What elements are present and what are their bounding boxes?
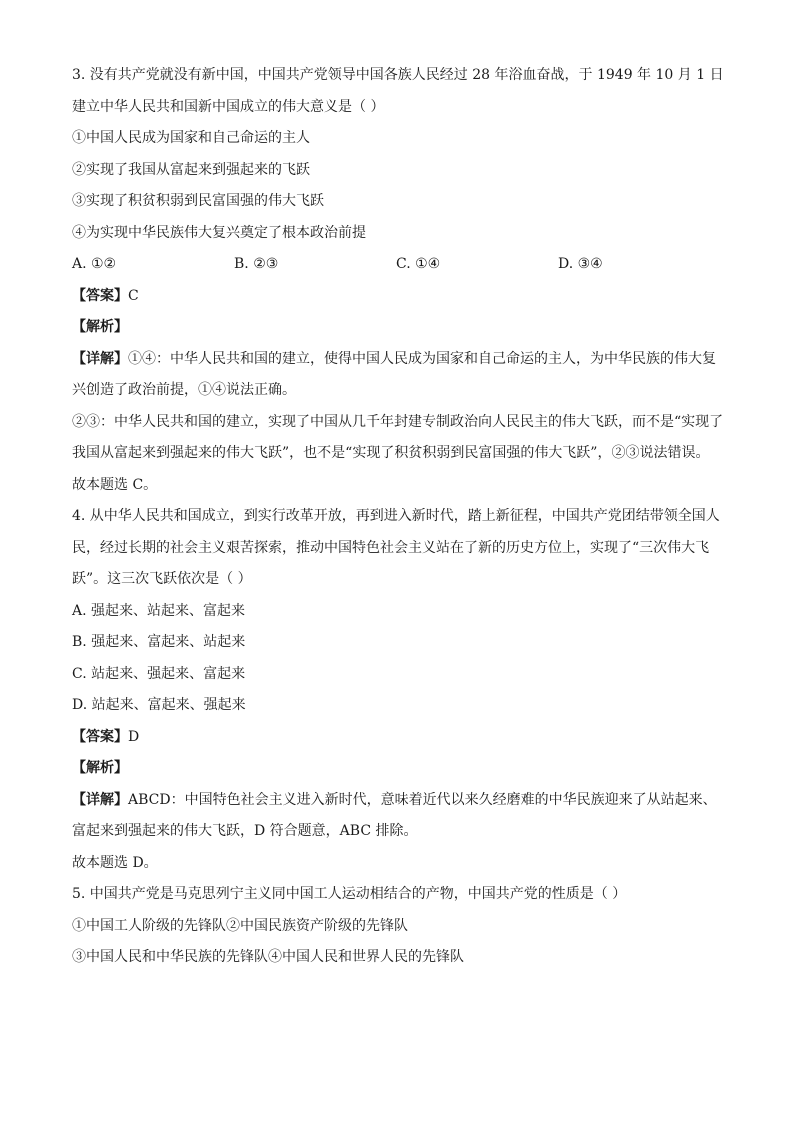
question-3-stem: 3. 没有共产党就没有新中国，中国共产党领导中国各族人民经过 28 年浴血奋战，于 1949 年 10 月 1 日建立中华人民共和国新中国成立的伟大意义是（ ） — [72, 67, 724, 115]
question-4-option-c: C. 站起来、强起来、富起来 — [72, 665, 246, 682]
question-3-detail-2: ②③：中华人民共和国的建立，实现了中国从几千年封建专制政治向人民民主的伟大飞跃，而不是“实现了我国从富起来到强起来的伟大飞跃”，也不是“实现了积贫积弱到民富国强的伟大飞跃”，②③说法错误。 — [72, 413, 724, 461]
question-4-option-a: A. 强起来、站起来、富起来 — [72, 602, 246, 619]
question-3-option-c: C. ①④ — [396, 256, 441, 272]
question-5-stem: 5. 中国共产党是马克思列宁主义同中国工人运动相结合的产物，中国共产党的性质是（ ） — [72, 886, 627, 902]
answer-value: D — [128, 728, 140, 745]
question-4-option-d: D. 站起来、富起来、强起来 — [72, 697, 246, 713]
question-3-item-2: ②实现了我国从富起来到强起来的飞跃 — [72, 161, 310, 178]
question-4 — [72, 501, 728, 879]
question-3-option-d: D. ③④ — [558, 256, 603, 272]
answer-label: 【答案】 — [72, 287, 128, 304]
answer-value: C — [128, 287, 139, 304]
question-3-analysis-label: 【解析】 — [72, 319, 128, 335]
question-4-analysis-label: 【解析】 — [72, 760, 128, 776]
question-3-detail-1 — [72, 344, 728, 407]
question-3 — [72, 60, 728, 501]
question-4-detail — [72, 785, 728, 848]
question-3-item-1: ①中国人民成为国家和自己命运的主人 — [72, 130, 310, 146]
question-5-items-line-2: ③中国人民和中华民族的先锋队④中国人民和世界人民的先锋队 — [72, 949, 464, 965]
question-4-conclusion: 故本题选 D。 — [72, 854, 158, 871]
question-4-stem: 4. 从中华人民共和国成立，到实行改革开放，再到进入新时代，踏上新征程，中国共产党团结带领全国人民，经过长期的社会主义艰苦探索，推动中国特色社会主义站在了新的历史方位上，实现了“三次伟大飞跃”。这三次飞跃依次是（ ） — [72, 508, 720, 587]
answer-label: 【答案】 — [72, 728, 128, 745]
question-5-items-line-1: ①中国工人阶级的先锋队②中国民族资产阶级的先锋队 — [72, 917, 408, 934]
question-3-option-a: A. ①② — [72, 256, 117, 272]
question-3-option-b: B. ②③ — [234, 256, 279, 272]
question-3-conclusion: 故本题选 C。 — [72, 476, 158, 493]
question-3-answer — [72, 281, 728, 313]
detail-text: ABCD：中国特色社会主义进入新时代，意味着近代以来久经磨难的中华民族迎来了从站起来、富起来到强起来的伟大飞跃，D 符合题意，ABC 排除。 — [72, 791, 717, 839]
question-4-option-b: B. 强起来、富起来、站起来 — [72, 634, 246, 650]
detail-label: 【详解】 — [72, 350, 128, 367]
question-3-item-3: ③实现了积贫积弱到民富国强的伟大飞跃 — [72, 193, 324, 209]
document-page — [72, 60, 728, 974]
question-3-item-4: ④为实现中华民族伟大复兴奠定了根本政治前提 — [72, 224, 366, 241]
detail-label: 【详解】 — [72, 791, 128, 808]
question-4-answer — [72, 722, 728, 754]
detail-text: ①④：中华人民共和国的建立，使得中国人民成为国家和自己命运的主人，为中华民族的伟大复兴创造了政治前提，①④说法正确。 — [72, 350, 716, 398]
question-3-options — [72, 249, 728, 281]
question-5 — [72, 879, 728, 974]
